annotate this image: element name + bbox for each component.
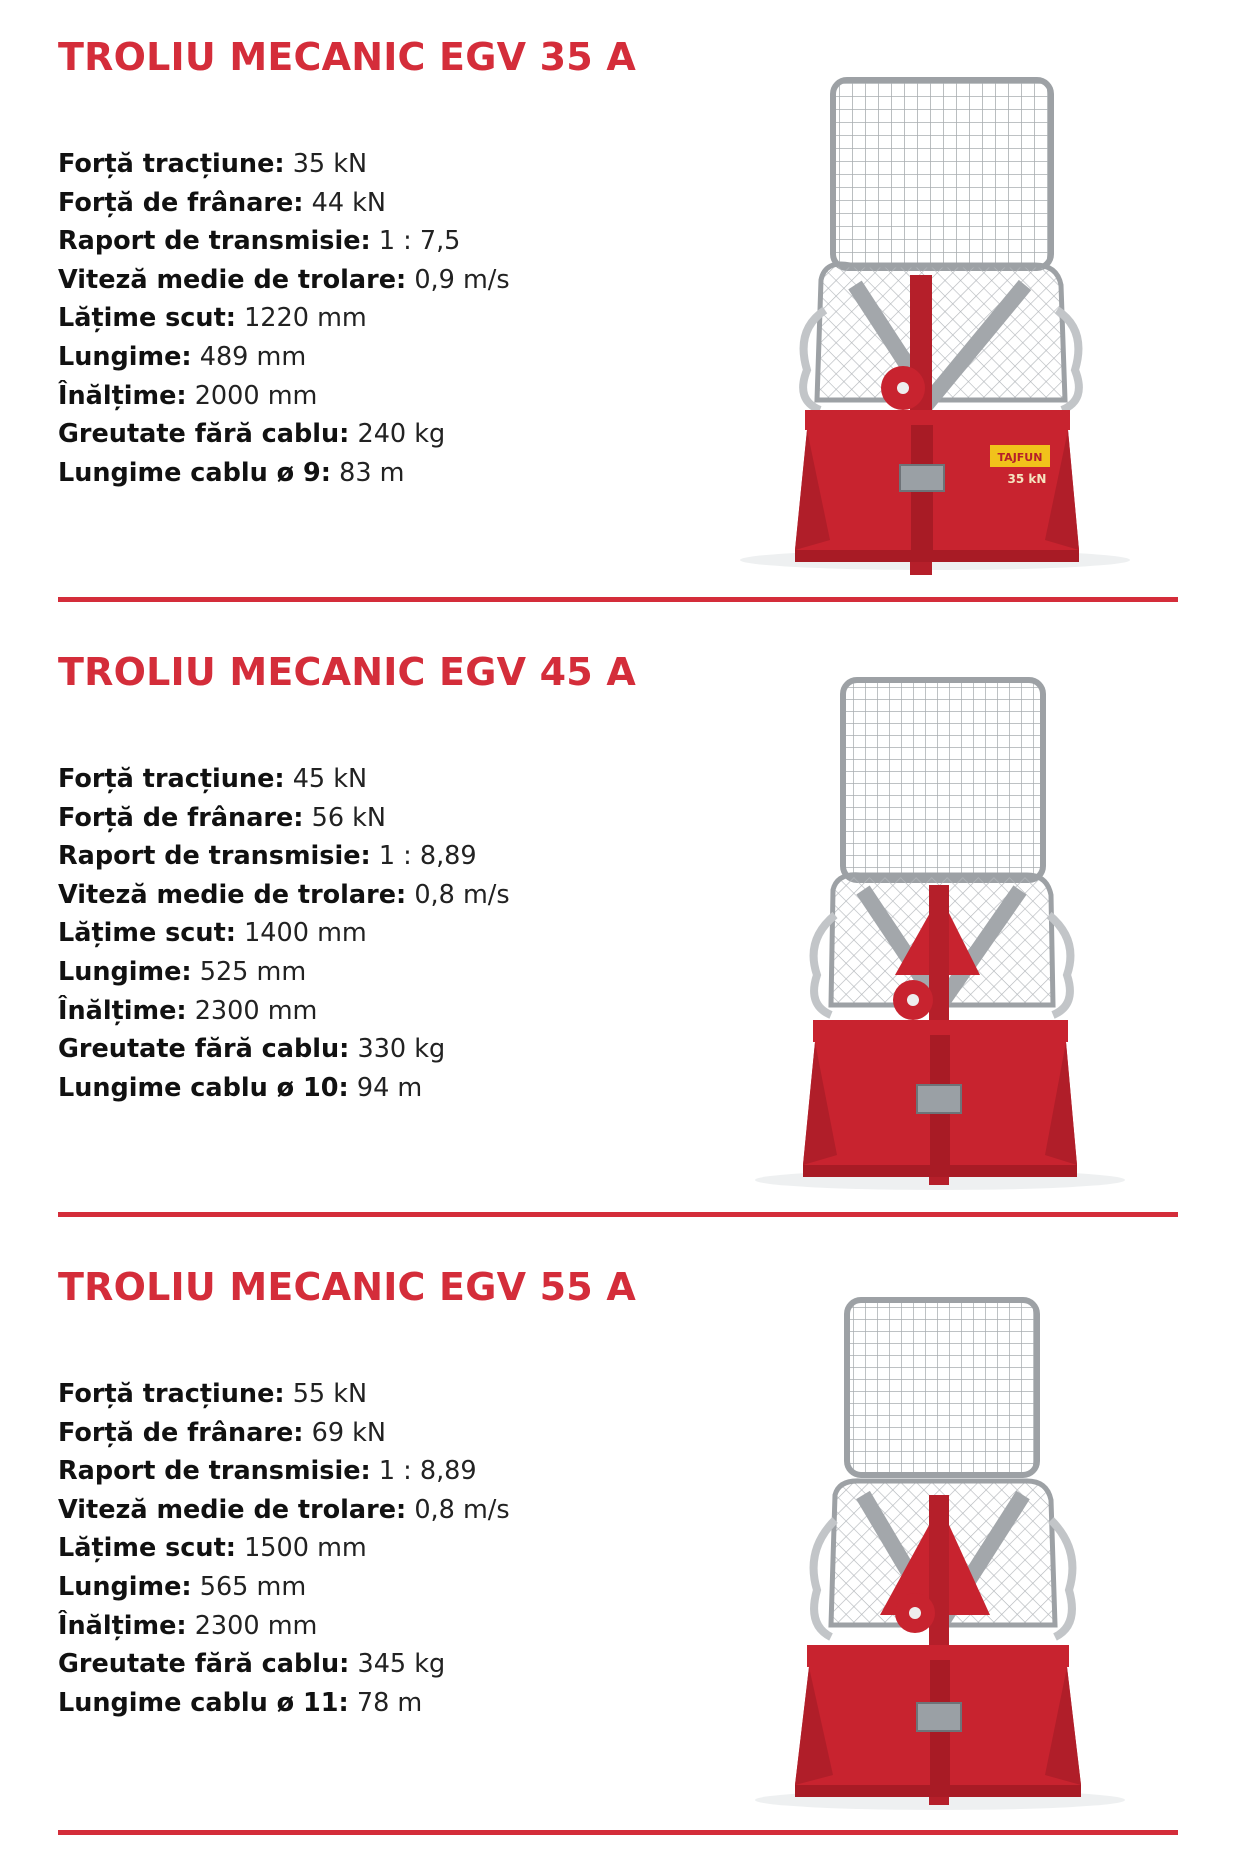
spec-label: Viteză medie de trolare:	[58, 264, 407, 295]
spec-row	[58, 261, 510, 300]
section-divider	[58, 1212, 1178, 1217]
spec-row	[58, 1568, 510, 1607]
spec-row	[58, 1684, 510, 1723]
spec-value: 55 kN	[292, 1379, 368, 1409]
spec-list	[58, 1375, 510, 1722]
spec-row	[58, 377, 510, 416]
spec-row	[58, 415, 510, 454]
spec-label: Lățime scut:	[58, 918, 236, 949]
spec-value: 0,8 m/s	[414, 879, 510, 910]
spec-label: Greutate fără cablu:	[58, 1034, 350, 1065]
section-divider	[58, 1830, 1178, 1835]
spec-row	[58, 837, 510, 876]
spec-value: 345 kg	[357, 1649, 446, 1680]
spec-value: 2000 mm	[194, 380, 318, 411]
spec-row	[58, 1069, 510, 1108]
spec-value: 0,8 m/s	[414, 1494, 510, 1525]
spec-label: Forță tracțiune:	[58, 149, 285, 179]
spec-label: Greutate fără cablu:	[58, 1649, 350, 1680]
spec-label: Viteză medie de trolare:	[58, 1494, 407, 1525]
spec-row	[58, 992, 510, 1031]
spec-row	[58, 1607, 510, 1646]
spec-label: Raport de transmisie:	[58, 1456, 371, 1487]
spec-row	[58, 1030, 510, 1069]
spec-value: 525 mm	[199, 956, 307, 987]
spec-label: Lățime scut:	[58, 1533, 236, 1564]
spec-row	[58, 145, 510, 184]
spec-row	[58, 1452, 510, 1491]
spec-value: 565 mm	[199, 1571, 307, 1602]
spec-label: Înălțime:	[58, 1610, 187, 1641]
spec-label: Lățime scut:	[58, 303, 236, 334]
spec-row	[58, 760, 510, 799]
spec-label: Greutate fără cablu:	[58, 419, 350, 450]
product-title: TROLIU MECANIC EGV 55 A	[58, 1265, 636, 1309]
spec-row	[58, 1529, 510, 1568]
spec-value: 330 kg	[357, 1034, 446, 1065]
spec-label: Lungime cablu ø 10:	[58, 1072, 349, 1103]
spec-row	[58, 1645, 510, 1684]
model-badge: 35 kN	[1007, 472, 1047, 486]
spec-label: Lungime cablu ø 9:	[58, 457, 331, 488]
winch-image	[745, 1295, 1135, 1815]
spec-value: 2300 mm	[194, 995, 318, 1026]
spec-label: Forță de frânare:	[58, 802, 304, 833]
spec-value: 1400 mm	[244, 918, 367, 949]
spec-row	[58, 454, 510, 493]
spec-label: Lungime:	[58, 956, 192, 987]
spec-label: Forță tracțiune:	[58, 764, 285, 794]
spec-row	[58, 1375, 510, 1414]
spec-value: 44 kN	[311, 187, 387, 218]
winch-image	[745, 675, 1135, 1195]
spec-label: Forță de frânare:	[58, 187, 304, 218]
spec-row	[58, 222, 510, 261]
spec-label: Forță tracțiune:	[58, 1379, 285, 1409]
spec-value: 0,9 m/s	[414, 264, 510, 295]
spec-row	[58, 184, 510, 223]
spec-label: Lungime:	[58, 341, 192, 372]
spec-value: 489 mm	[199, 341, 307, 372]
spec-row	[58, 953, 510, 992]
product-title: TROLIU MECANIC EGV 35 A	[58, 35, 636, 79]
spec-value: 1 : 8,89	[378, 841, 477, 872]
spec-value: 1 : 7,5	[378, 226, 461, 257]
product-title: TROLIU MECANIC EGV 45 A	[58, 650, 636, 694]
spec-value: 2300 mm	[194, 1610, 318, 1641]
spec-value: 240 kg	[357, 419, 446, 450]
spec-label: Raport de transmisie:	[58, 226, 371, 257]
section-divider	[58, 597, 1178, 602]
spec-label: Înălțime:	[58, 995, 187, 1026]
spec-label: Raport de transmisie:	[58, 841, 371, 872]
spec-value: 1220 mm	[244, 303, 367, 334]
product-egv-55a	[0, 1230, 1240, 1830]
spec-label: Lungime:	[58, 1571, 192, 1602]
spec-label: Viteză medie de trolare:	[58, 879, 407, 910]
spec-value: 83 m	[339, 457, 405, 488]
spec-list	[58, 760, 510, 1107]
spec-value: 45 kN	[292, 764, 368, 794]
spec-value: 94 m	[356, 1072, 423, 1103]
product-egv-35a	[0, 0, 1240, 600]
spec-value: 69 kN	[311, 1417, 387, 1448]
spec-row	[58, 914, 510, 953]
spec-label: Lungime cablu ø 11:	[58, 1687, 349, 1718]
spec-value: 1 : 8,89	[378, 1456, 477, 1487]
spec-value: 78 m	[356, 1687, 423, 1718]
spec-row	[58, 338, 510, 377]
spec-row	[58, 1491, 510, 1530]
spec-row	[58, 799, 510, 838]
spec-value: 56 kN	[311, 802, 387, 833]
spec-row	[58, 876, 510, 915]
winch-image	[735, 70, 1135, 575]
spec-list	[58, 145, 510, 492]
brand-badge: TAJFUN	[997, 451, 1043, 464]
spec-label: Înălțime:	[58, 380, 187, 411]
product-egv-45a	[0, 615, 1240, 1215]
spec-row	[58, 1414, 510, 1453]
spec-value: 35 kN	[292, 149, 368, 179]
spec-row	[58, 299, 510, 338]
spec-value: 1500 mm	[244, 1533, 367, 1564]
spec-label: Forță de frânare:	[58, 1417, 304, 1448]
